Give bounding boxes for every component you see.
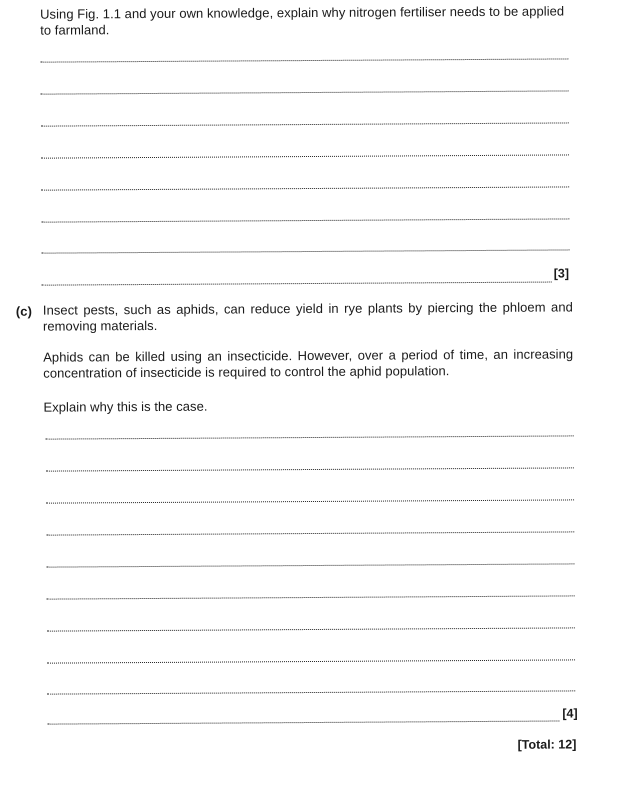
question-c-label: (c) <box>15 303 32 319</box>
marks-b: [3] <box>553 266 569 281</box>
question-b-text: Using Fig. 1.1 and your own knowledge, explain why nitrogen fertiliser needs to be applied to farmland. <box>40 3 565 38</box>
answer-line[interactable] <box>41 122 569 126</box>
answer-line[interactable] <box>41 218 569 222</box>
question-c-intro: Insect pests, such as aphids, can reduce yield in rye plants by piercing the phloem and removing materials. <box>42 299 573 334</box>
answer-line[interactable] <box>42 282 552 286</box>
answer-line[interactable] <box>47 690 575 694</box>
answer-line[interactable] <box>42 249 570 253</box>
answer-line[interactable] <box>47 659 575 663</box>
answer-line[interactable] <box>46 499 574 503</box>
answer-line[interactable] <box>46 467 574 471</box>
answer-line[interactable] <box>47 627 575 631</box>
answer-line[interactable] <box>41 186 569 190</box>
question-c-paragraph: Aphids can be killed using an insecticide. However, over a period of time, an increasing concentration of insecticide is required to control the aphid population. <box>43 346 574 381</box>
answer-line[interactable] <box>40 58 568 62</box>
answer-line[interactable] <box>46 563 574 567</box>
answer-line[interactable] <box>41 90 569 94</box>
answer-line[interactable] <box>41 154 569 158</box>
marks-c: [4] <box>562 706 578 721</box>
answer-line[interactable] <box>47 595 575 599</box>
answer-line[interactable] <box>46 435 574 439</box>
question-c-prompt: Explain why this is the case. <box>43 398 208 415</box>
answer-line[interactable] <box>46 531 574 535</box>
answer-line[interactable] <box>47 720 559 724</box>
total-marks: [Total: 12] <box>517 737 577 752</box>
